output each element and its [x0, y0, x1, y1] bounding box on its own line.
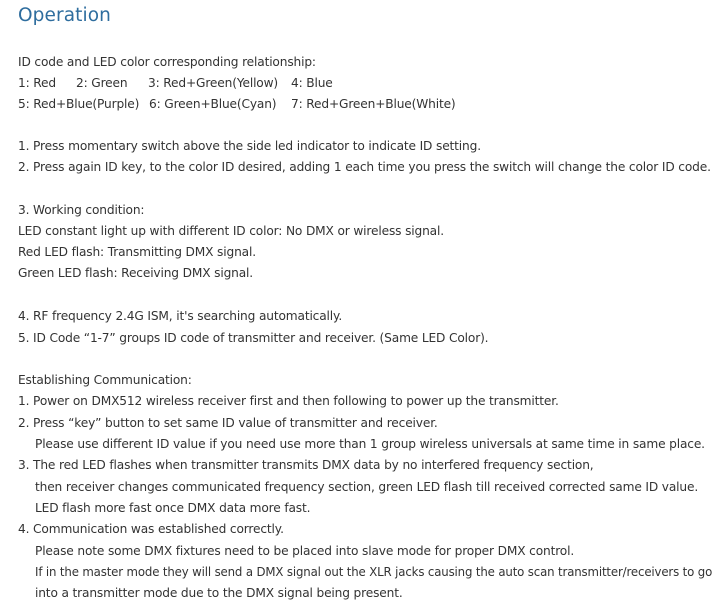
rf-frequency-line: 4. RF frequency 2.4G ISM, it's searching automatically. [18, 309, 343, 323]
id-code-row-2 [18, 96, 456, 112]
communication-step-4-note: into a transmitter mode due to the DMX signal being present. [35, 586, 403, 600]
id-code-row-1 [18, 75, 333, 91]
communication-step-2-note: Please use different ID value if you need use more than 1 group wireless universals at same time in same place. [35, 437, 705, 451]
id-code-6: 6: Green+Blue(Cyan) [149, 97, 277, 111]
communication-step-4-note: Please note some DMX fixtures need to be placed into slave mode for proper DMX control. [35, 544, 575, 558]
id-code-1: 1: Red [18, 76, 56, 90]
working-condition-heading: 3. Working condition: [18, 203, 145, 217]
id-step-1: 1. Press momentary switch above the side led indicator to indicate ID setting. [18, 139, 481, 153]
communication-step-1: 1. Power on DMX512 wireless receiver first and then following to power up the transmitter. [18, 394, 559, 408]
id-code-4: 4: Blue [291, 76, 333, 90]
id-code-7: 7: Red+Green+Blue(White) [291, 97, 456, 111]
communication-heading: Establishing Communication: [18, 373, 192, 387]
id-step-2: 2. Press again ID key, to the color ID desired, adding 1 each time you press the switch will change the color ID code. [18, 160, 711, 174]
id-code-intro: ID code and LED color corresponding relationship: [18, 55, 316, 69]
id-code-5: 5: Red+Blue(Purple) [18, 97, 140, 111]
communication-step-4: 4. Communication was established correctly. [18, 522, 284, 536]
communication-step-3-continuation: LED flash more fast once DMX data more fast. [35, 501, 311, 515]
communication-step-3-continuation: then receiver changes communicated frequency section, green LED flash till received corrected same ID value. [35, 480, 699, 494]
id-code-2: 2: Green [76, 76, 128, 90]
working-condition-line: Green LED flash: Receiving DMX signal. [18, 266, 254, 280]
communication-step-4-note: If in the master mode they will send a DMX signal out the XLR jacks causing the auto scan transmitter/receivers to go [35, 565, 713, 579]
working-condition-line: LED constant light up with different ID color: No DMX or wireless signal. [18, 224, 444, 238]
communication-step-2: 2. Press “key” button to set same ID value of transmitter and receiver. [18, 416, 438, 430]
id-code-groups-line: 5. ID Code “1-7” groups ID code of transmitter and receiver. (Same LED Color). [18, 331, 489, 345]
communication-step-3: 3. The red LED flashes when transmitter transmits DMX data by no interfered frequency section, [18, 458, 594, 472]
id-code-3: 3: Red+Green(Yellow) [148, 76, 279, 90]
working-condition-line: Red LED flash: Transmitting DMX signal. [18, 245, 256, 259]
page-title: Operation [18, 5, 111, 26]
